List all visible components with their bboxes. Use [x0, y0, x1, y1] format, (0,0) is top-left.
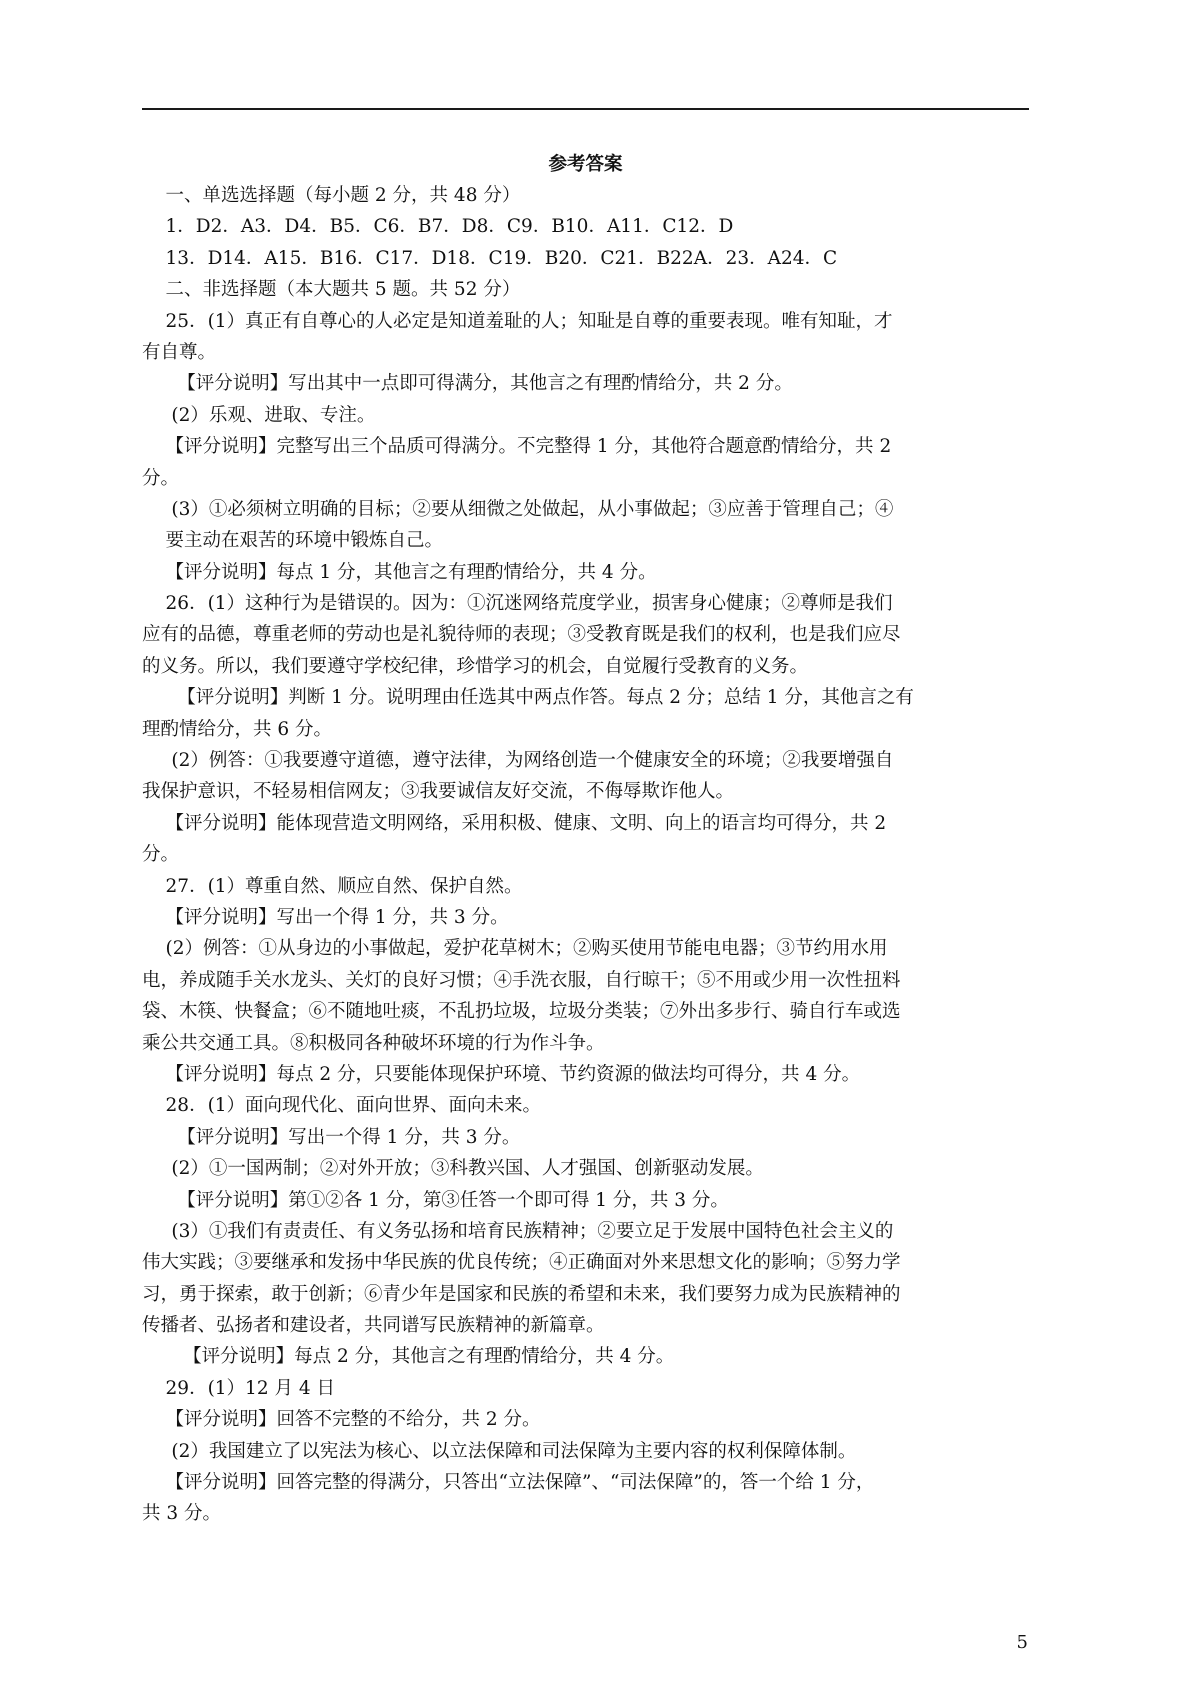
text-line: 【评分说明】写出其中一点即可得满分，其他言之有理酌情给分，共 2 分。 — [142, 373, 793, 395]
text-line: 26．(1）这种行为是错误的。因为：①沉迷网络荒度学业，损害身心健康；②尊师是我们 — [142, 593, 893, 615]
text-line: 【评分说明】回答不完整的不给分，共 2 分。 — [142, 1409, 541, 1431]
text-line: 【评分说明】能体现营造文明网络，采用积极、健康、文明、向上的语言均可得分，共 2 — [142, 812, 887, 834]
text-line: 要主动在艰苦的环境中锻炼自己。 — [142, 530, 444, 552]
text-line: 习，勇于探索，敢于创新；⑥青少年是国家和民族的希望和未来，我们要努力成为民族精神的 — [142, 1283, 901, 1305]
text-line: 分。 — [142, 467, 180, 489]
text-line: 【评分说明】回答完整的得满分，只答出“立法保障”、“司法保障”的，答一个给 1 分， — [142, 1472, 875, 1494]
text-line: 的义务。所以，我们要遵守学校纪律，珍惜学习的机会，自觉履行受教育的义务。 — [142, 655, 809, 677]
text-line: 28．(1）面向现代化、面向世界、面向未来。 — [142, 1095, 542, 1117]
text-line: 【评分说明】判断 1 分。说明理由任选其中两点作答。每点 2 分；总结 1 分，其他言之有 — [142, 687, 914, 709]
text-line: 13．D14．A15．B16．C17．D18．C19．B20．C21．B22A．23．A24．C — [142, 247, 838, 269]
text-line: 25．(1）真正有自尊心的人必定是知道羞耻的人；知耻是自尊的重要表现。唯有知耻，才 — [142, 310, 893, 332]
text-line: 电，养成随手关水龙头、关灯的良好习惯；④手洗衣服，自行晾干；⑤不用或少用一次性扭料 — [142, 969, 901, 991]
text-line: 【评分说明】每点 2 分，其他言之有理酌情给分，共 4 分。 — [142, 1346, 675, 1368]
text-line: (3）①我们有责责任、有义务弘扬和培育民族精神；②要立足于发展中国特色社会主义的 — [142, 1220, 894, 1242]
text-line: (2）①一国两制；②对外开放；③科教兴国、人才强国、创新驱动发展。 — [142, 1158, 764, 1180]
page-number: 5 — [1016, 1632, 1028, 1653]
text-line: 27．(1）尊重自然、顺应自然、保护自然。 — [142, 875, 523, 897]
text-line: 1．D2．A3．D4．B5．C6．B7．D8．C9．B10．A11．C12．D — [142, 216, 734, 238]
text-line: 乘公共交通工具。⑧积极同各种破坏环境的行为作斗争。 — [142, 1032, 605, 1054]
text-line: 伟大实践；③要继承和发扬中华民族的优良传统；④正确面对外来思想文化的影响；⑤努力学 — [142, 1252, 901, 1274]
text-line: 有自尊。 — [142, 341, 217, 363]
text-line: 【评分说明】第①②各 1 分，第③任答一个即可得 1 分，共 3 分。 — [142, 1189, 729, 1211]
text-line: 传播者、弘扬者和建设者，共同谱写民族精神的新篇章。 — [142, 1315, 605, 1337]
text-line: 理酌情给分，共 6 分。 — [142, 718, 333, 740]
text-line: 分。 — [142, 844, 180, 866]
text-line: 【评分说明】写出一个得 1 分，共 3 分。 — [142, 906, 509, 928]
text-line: (2）例答：①我要遵守道德，遵守法律，为网络创造一个健康安全的环境；②我要增强自 — [142, 750, 894, 772]
text-line: 我保护意识，不轻易相信网友；③我要诚信友好交流，不侮辱欺诈他人。 — [142, 781, 735, 803]
text-line: 【评分说明】每点 2 分，只要能体现保护环境、节约资源的做法均可得分，共 4 分。 — [142, 1063, 861, 1085]
text-line: 29．(1）12 月 4 日 — [142, 1377, 336, 1399]
text-line: (2）例答：①从身边的小事做起，爱护花草树木；②购买使用节能电电器；③节约用水用 — [142, 938, 888, 960]
text-line: 袋、木筷、快餐盒；⑥不随地吐痰，不乱扔垃圾，垃圾分类装；⑦外出多步行、骑自行车或选 — [142, 1001, 901, 1023]
page-title: 参考答案 — [548, 154, 623, 175]
text-line: 【评分说明】完整写出三个品质可得满分。不完整得 1 分，其他符合题意酌情给分，共 2 — [142, 436, 892, 458]
text-line: (3）①必须树立明确的目标；②要从细微之处做起，从小事做起；③应善于管理自己；④ — [142, 498, 894, 520]
text-line: 应有的品德，尊重老师的劳动也是礼貌待师的表现；③受教育既是我们的权利，也是我们应尽 — [142, 624, 901, 646]
text-line: (2）我国建立了以宪法为核心、以立法保障和司法保障为主要内容的权利保障体制。 — [142, 1440, 857, 1462]
answer-body — [142, 180, 1029, 1530]
text-line: 二、非选择题（本大题共 5 题。共 52 分） — [142, 279, 521, 301]
header-rule — [142, 108, 1029, 110]
text-line: 【评分说明】每点 1 分，其他言之有理酌情给分，共 4 分。 — [142, 561, 657, 583]
text-line: 【评分说明】写出一个得 1 分，共 3 分。 — [142, 1126, 521, 1148]
text-line: 一、单选选择题（每小题 2 分，共 48 分） — [142, 185, 521, 206]
text-line: (2）乐观、进取、专注。 — [142, 404, 376, 426]
text-line: 共 3 分。 — [142, 1503, 222, 1525]
